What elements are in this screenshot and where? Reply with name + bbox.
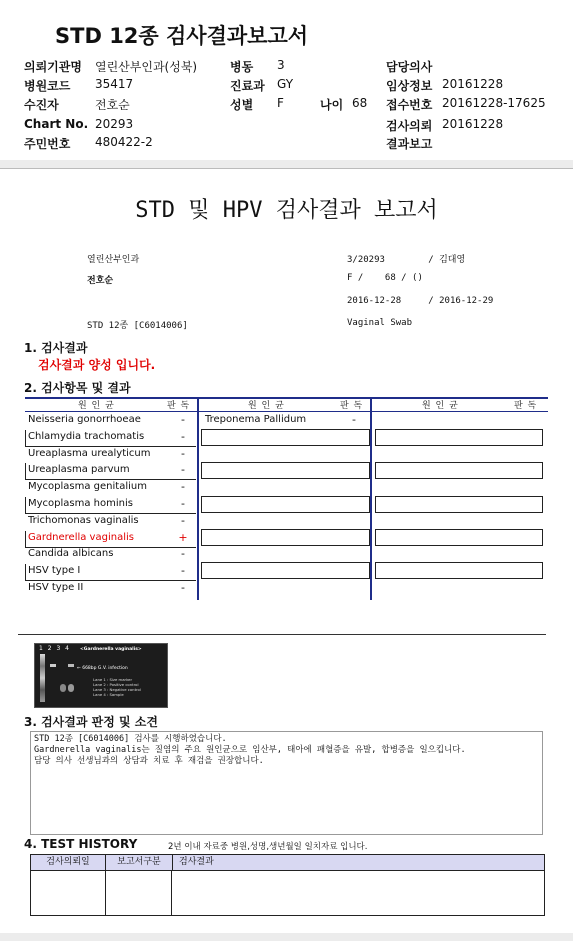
page-bottom-band xyxy=(0,933,573,941)
empty-box-col2 xyxy=(201,429,370,446)
grid-divider-1 xyxy=(197,397,199,600)
organism-name: HSV type I xyxy=(28,565,81,577)
section-2-title: 2. 검사항목 및 결과 xyxy=(24,381,131,395)
history-col-type: 보고서구분 xyxy=(106,855,173,870)
header-value: 68 xyxy=(352,96,368,110)
header-label: Chart No. xyxy=(24,117,89,131)
gel-legend: Lane 1 : Size marker Lane 2 : Positive control Lane 3 : Negative control Lane 4 : Sample xyxy=(93,677,141,697)
opinion-line: Gardnerella vaginalis는 질염의 주요 원인균으로 임산부, 태아에 패혈증을 유발, 합병증을 일으킵니다. xyxy=(34,745,466,755)
col3-judge-header: 판 독 xyxy=(514,401,538,411)
info-test: STD 12종 [C6014006] xyxy=(87,321,188,331)
organism-judge: + xyxy=(178,530,188,544)
organism-name: Mycoplasma genitalium xyxy=(28,481,147,493)
col2-judge: - xyxy=(352,413,356,426)
organism-judge: - xyxy=(181,547,185,561)
organism-judge: - xyxy=(181,480,185,494)
header-value: 열린산부인과(성북) xyxy=(95,60,198,74)
gel-lane-sample-band xyxy=(68,664,74,667)
header-value: 전호순 xyxy=(95,98,130,112)
section-4-title: 4. TEST HISTORY xyxy=(24,837,138,851)
organism-judge: - xyxy=(181,446,185,460)
header-label: 성별 xyxy=(230,98,254,112)
organism-name: Ureaplasma parvum xyxy=(28,464,130,476)
header-label: 검사의뢰 xyxy=(386,119,433,133)
col2-organism: Treponema Pallidum xyxy=(205,414,307,425)
history-divider xyxy=(105,870,106,915)
organism-judge: - xyxy=(181,513,185,527)
header-value: F xyxy=(277,96,284,110)
col2-judge-header: 판 독 xyxy=(340,401,364,411)
organism-name: Neisseria gonorrhoeae xyxy=(28,414,141,425)
section-1-title: 1. 검사결과 xyxy=(24,341,88,355)
empty-box-col3 xyxy=(375,462,543,479)
organism-name: Trichomonas vaginalis xyxy=(28,514,139,526)
gel-lane-positive-band xyxy=(50,664,56,667)
report-header-title: STD 12종 검사결과보고서 xyxy=(55,24,309,48)
page-gap xyxy=(0,160,573,168)
header-label: 진료과 xyxy=(230,79,265,93)
history-table xyxy=(30,854,545,916)
header-label: 나이 xyxy=(320,98,344,112)
header-value: 35417 xyxy=(95,77,134,91)
history-note: 2년 이내 자료중 병원,성명,생년월일 일치자료 입니다. xyxy=(168,842,368,852)
gel-lane-sample-primer xyxy=(68,684,74,692)
header-value: GY xyxy=(277,77,294,91)
header-label: 담당의사 xyxy=(386,60,433,74)
opinion-line: STD 12종 [C6014006] 검사를 시행하였습니다. xyxy=(34,734,227,744)
info-specimen: Vaginal Swab xyxy=(347,318,413,328)
gel-electrophoresis-image xyxy=(34,643,168,708)
gel-lane-negative-band xyxy=(60,684,66,692)
gel-lane-marker xyxy=(40,654,45,702)
organism-name: Ureaplasma urealyticum xyxy=(28,447,151,459)
info-sex-age: F / 68 / () xyxy=(347,273,423,283)
organism-name: Chlamydia trachomatis xyxy=(28,430,145,442)
organism-judge: - xyxy=(181,429,185,443)
organism-name: Candida albicans xyxy=(28,548,114,560)
organism-name: Gardnerella vaginalis xyxy=(28,531,134,543)
header-label: 병동 xyxy=(230,60,254,74)
organism-judge: - xyxy=(181,564,185,578)
empty-box-col3 xyxy=(375,496,543,513)
header-label: 수진자 xyxy=(24,98,59,112)
gel-band-label: ← 668bp G.V. infection xyxy=(77,666,128,671)
section-separator xyxy=(18,634,546,635)
col1-judge-header: 판 독 xyxy=(167,401,191,411)
grid-divider-2 xyxy=(370,397,372,600)
header-value: 3 xyxy=(277,58,285,72)
info-patient: 전호순 xyxy=(87,276,114,286)
header-value: 20293 xyxy=(95,117,134,131)
history-divider xyxy=(171,870,172,915)
opinion-box xyxy=(30,731,543,835)
results-grid-header-line xyxy=(25,411,548,412)
header-label: 임상정보 xyxy=(386,79,433,93)
empty-box-col2 xyxy=(201,462,370,479)
info-dates: 2016-12-28 / 2016-12-29 xyxy=(347,296,494,306)
header-label: 주민번호 xyxy=(24,137,71,151)
organism-name: Mycoplasma hominis xyxy=(28,498,133,509)
paper-top-border xyxy=(0,168,573,169)
header-label: 의뢰기관명 xyxy=(24,60,82,74)
gel-lane-numbers: 1 2 3 4 xyxy=(39,645,69,652)
organism-judge: - xyxy=(181,413,185,426)
header-value: 20161228 xyxy=(442,117,504,131)
header-label: 접수번호 xyxy=(386,98,433,112)
empty-box-col2 xyxy=(201,529,370,546)
header-label: 결과보고 xyxy=(386,137,433,151)
empty-box-col3 xyxy=(375,429,543,446)
history-header-row xyxy=(31,855,544,871)
empty-box-col3 xyxy=(375,529,543,546)
header-value: 20161228-17625 xyxy=(442,96,546,110)
organism-judge: - xyxy=(181,463,185,477)
report-title: STD 및 HPV 검사결과 보고서 xyxy=(135,198,438,223)
history-col-result: 검사결과 xyxy=(179,857,214,867)
col1-org-header: 원 인 균 xyxy=(78,401,115,411)
empty-box-col2 xyxy=(201,496,370,513)
organism-name: HSV type II xyxy=(28,582,84,593)
organism-judge: - xyxy=(181,581,185,594)
info-hospital: 열린산부인과 xyxy=(87,255,140,265)
section-3-title: 3. 검사결과 판정 및 소견 xyxy=(24,715,158,729)
header-label: 병원코드 xyxy=(24,79,71,93)
col3-org-header: 원 인 균 xyxy=(422,401,459,411)
gel-title: <Gardnerella vaginalis> xyxy=(80,647,142,652)
col2-org-header: 원 인 균 xyxy=(248,401,285,411)
header-value: 480422-2 xyxy=(95,135,153,149)
history-col-date: 검사의뢰일 xyxy=(31,855,106,870)
opinion-line: 담당 의사 선생님과의 상담과 치료 후 재검을 권장합니다. xyxy=(34,756,264,766)
empty-box-col2 xyxy=(201,562,370,579)
info-chart-doctor: 3/20293 / 김대영 xyxy=(347,255,466,265)
positive-result-text: 검사결과 양성 입니다. xyxy=(38,358,156,372)
empty-box-col3 xyxy=(375,562,543,579)
organism-judge: - xyxy=(181,497,185,510)
header-value: 20161228 xyxy=(442,77,504,91)
